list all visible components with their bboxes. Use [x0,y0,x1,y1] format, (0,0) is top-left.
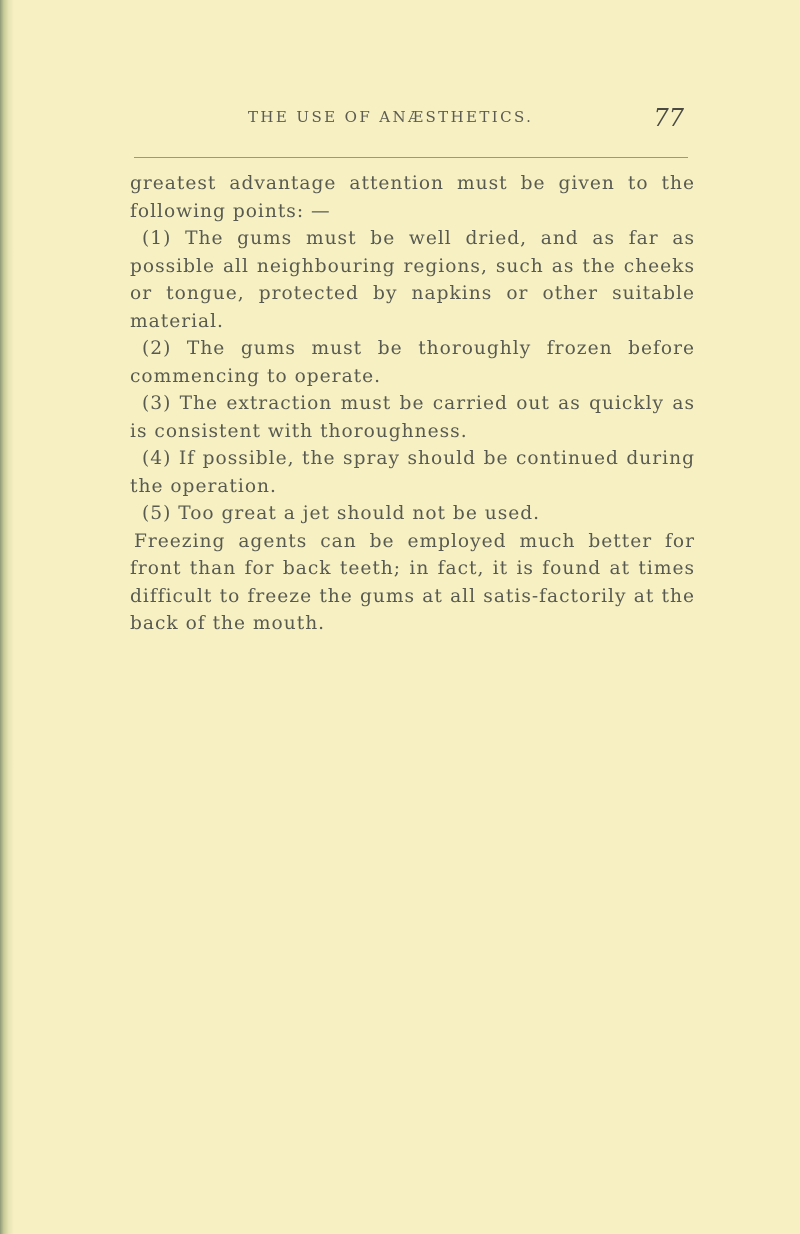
paragraph-freezing-agents: Freezing agents can be employed much better for front than for back teeth; in fact, it is found at times difficult to freeze the gums at all satis-factorily at the back of the mouth. [130,530,695,634]
body-text [130,170,695,638]
page-number: 77 [653,104,684,132]
running-title: THE USE OF ANÆSTHETICS. [248,108,534,126]
page-binding-edge [0,0,14,1234]
paragraph-point-2: (2) The gums must be thoroughly frozen before commencing to operate. [130,338,695,387]
header-rule [134,157,688,158]
paragraph-point-5: (5) Too great a jet should not be used. [142,503,541,524]
paragraph-continuation: greatest advantage attention must be given to the following points: — [130,173,695,222]
paragraph-point-4: (4) If possible, the spray should be continued during the operation. [130,448,695,497]
running-head [132,104,692,138]
paragraph-point-1: (1) The gums must be well dried, and as far as possible all neighbouring regions, such as the cheeks or tongue, protected by napkins or other suitable material. [130,228,695,332]
paragraph-point-3: (3) The extraction must be carried out as quickly as is consistent with thoroughness. [130,393,695,442]
